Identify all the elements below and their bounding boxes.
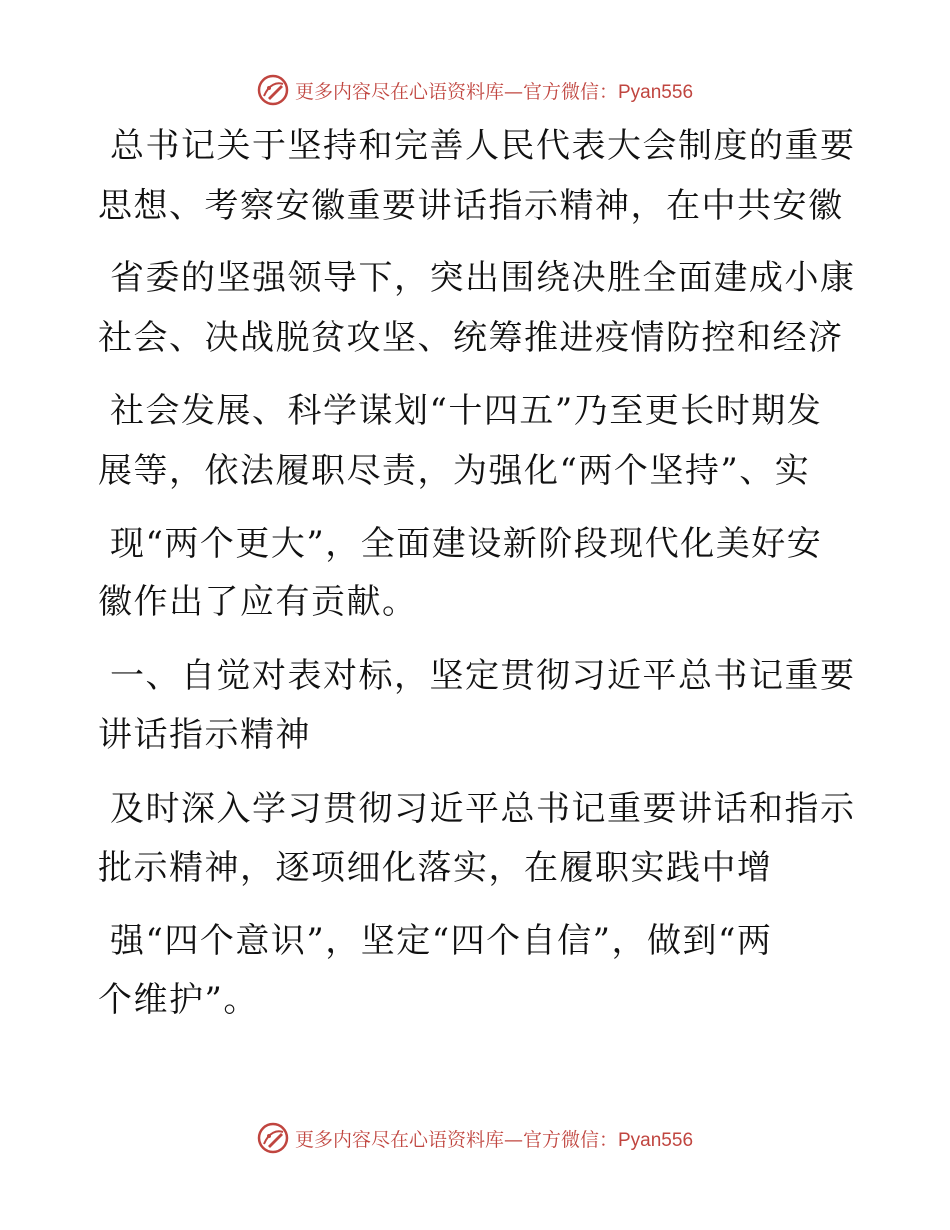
body-line: 社会、决战脱贫攻坚、统筹推进疫情防控和经济	[98, 318, 844, 358]
body-line: 个维护”。	[98, 980, 259, 1020]
header-watermark	[0, 74, 950, 106]
body-line: 及时深入学习贯彻习近平总书记重要讲话和指示	[110, 789, 856, 829]
body-line: 省委的坚强领导下，突出围绕决胜全面建成小康	[110, 258, 856, 298]
section-heading: 讲话指示精神	[98, 715, 311, 755]
body-line: 徽作出了应有贡献。	[98, 582, 418, 622]
footer-watermark-text	[295, 1125, 693, 1152]
header-watermark-label: 更多内容尽在心语资料库—官方微信：	[294, 80, 618, 103]
footer-watermark-handle: Pyan556	[618, 1129, 694, 1151]
footer-watermark-label: 更多内容尽在心语资料库—官方微信：	[294, 1128, 618, 1151]
header-watermark-text	[295, 77, 693, 104]
body-line: 展等，依法履职尽责，为强化“两个坚持”、实	[98, 451, 811, 491]
body-line: 总书记关于坚持和完善人民代表大会制度的重要	[110, 126, 856, 166]
footer-watermark	[0, 1122, 950, 1154]
body-line: 思想、考察安徽重要讲话指示精神，在中共安徽	[98, 186, 844, 226]
body-line: 批示精神，逐项细化落实，在履职实践中增	[98, 848, 773, 888]
body-line: 强“四个意识”，坚定“四个自信”，做到“两	[110, 921, 773, 961]
body-line: 社会发展、科学谋划“十四五”乃至更长时期发	[110, 391, 823, 431]
pen-logo-icon	[257, 1122, 289, 1154]
body-line: 现“两个更大”，全面建设新阶段现代化美好安	[110, 524, 823, 564]
header-watermark-handle: Pyan556	[618, 81, 694, 103]
pen-logo-icon	[257, 74, 289, 106]
section-heading: 一、自觉对表对标，坚定贯彻习近平总书记重要	[110, 656, 856, 696]
